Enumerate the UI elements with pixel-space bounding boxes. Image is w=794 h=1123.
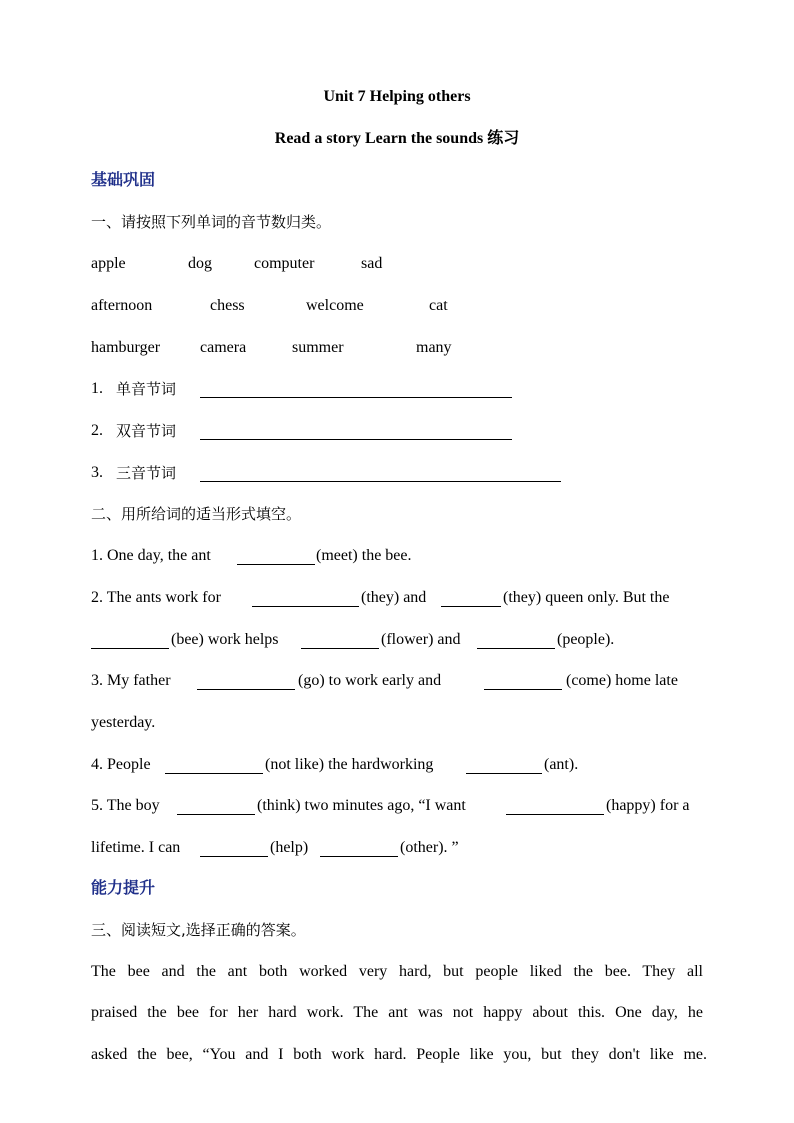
word-sad: sad	[361, 255, 383, 272]
blank-line[interactable]	[165, 773, 263, 774]
sentence-text: (happy) for a	[606, 797, 690, 814]
sentence-text: 5. The boy	[91, 797, 160, 814]
blank-line[interactable]	[197, 689, 295, 690]
word-many: many	[416, 339, 452, 356]
sentence-text: 1. One day, the ant	[91, 547, 211, 564]
answer-line[interactable]	[200, 481, 561, 482]
item-number: 1.	[91, 380, 103, 397]
sentence-text: (not like) the hardworking	[265, 756, 434, 773]
item-number: 3.	[91, 464, 103, 481]
sentence-text: (bee) work helps	[171, 631, 279, 648]
section-heading-advanced: 能力提升	[91, 878, 156, 897]
sentence-text: 3. My father	[91, 672, 171, 689]
sentence-text: (other). ”	[400, 839, 459, 856]
page-title: Unit 7 Helping others	[323, 88, 471, 105]
word-computer: computer	[254, 255, 315, 272]
word-cat: cat	[429, 297, 448, 314]
word-hamburger: hamburger	[91, 339, 161, 356]
sentence-text: lifetime. I can	[91, 839, 181, 856]
category-label: 三音节词	[116, 464, 177, 482]
sentence-text: (flower) and	[381, 631, 461, 648]
blank-line[interactable]	[441, 606, 501, 607]
q2-instruction: 二、用所给词的适当形式填空。	[91, 505, 302, 523]
section-heading-basic: 基础巩固	[91, 170, 156, 189]
word-dog: dog	[188, 255, 212, 272]
q3-instruction: 三、阅读短文,选择正确的答案。	[91, 921, 306, 939]
sentence-text: yesterday.	[91, 714, 156, 731]
blank-line[interactable]	[506, 814, 604, 815]
sentence-text: (meet) the bee.	[316, 547, 412, 564]
blank-line[interactable]	[301, 648, 379, 649]
sentence-text: (ant).	[544, 756, 579, 773]
word-afternoon: afternoon	[91, 297, 153, 314]
word-apple: apple	[91, 255, 126, 272]
sentence-text: (go) to work early and	[298, 672, 442, 689]
blank-line[interactable]	[466, 773, 542, 774]
answer-line[interactable]	[200, 439, 512, 440]
answer-line[interactable]	[200, 397, 512, 398]
q1-instruction: 一、请按照下列单词的音节数归类。	[91, 213, 332, 231]
sentence-text: (come) home late	[566, 672, 678, 689]
blank-line[interactable]	[91, 648, 169, 649]
sentence-text: 4. People	[91, 756, 151, 773]
word-chess: chess	[210, 297, 245, 314]
sentence-text: (they) and	[361, 589, 427, 606]
sentence-text: (help)	[270, 839, 309, 856]
blank-line[interactable]	[477, 648, 555, 649]
passage-line: asked the bee, “You and I both work hard. People like you, but they don't like me.	[91, 1046, 707, 1063]
category-label: 双音节词	[116, 422, 177, 440]
item-number: 2.	[91, 422, 103, 439]
blank-line[interactable]	[252, 606, 359, 607]
blank-line[interactable]	[177, 814, 255, 815]
sentence-text: (think) two minutes ago, “I want	[257, 797, 466, 814]
blank-line[interactable]	[484, 689, 562, 690]
passage-line: The bee and the ant both worked very hard, but people liked the bee. They all	[91, 963, 703, 980]
word-welcome: welcome	[306, 297, 364, 314]
word-summer: summer	[292, 339, 344, 356]
sentence-text: 2. The ants work for	[91, 589, 221, 606]
sentence-text: (they) queen only. But the	[503, 589, 670, 606]
page-subtitle: Read a story Learn the sounds 练习	[274, 130, 520, 147]
blank-line[interactable]	[237, 564, 315, 565]
sentence-text: (people).	[557, 631, 615, 648]
category-label: 单音节词	[116, 380, 177, 398]
blank-line[interactable]	[320, 856, 398, 857]
blank-line[interactable]	[200, 856, 268, 857]
word-camera: camera	[200, 339, 247, 356]
passage-line: praised the bee for her hard work. The ant was not happy about this. One day, he	[91, 1004, 703, 1021]
